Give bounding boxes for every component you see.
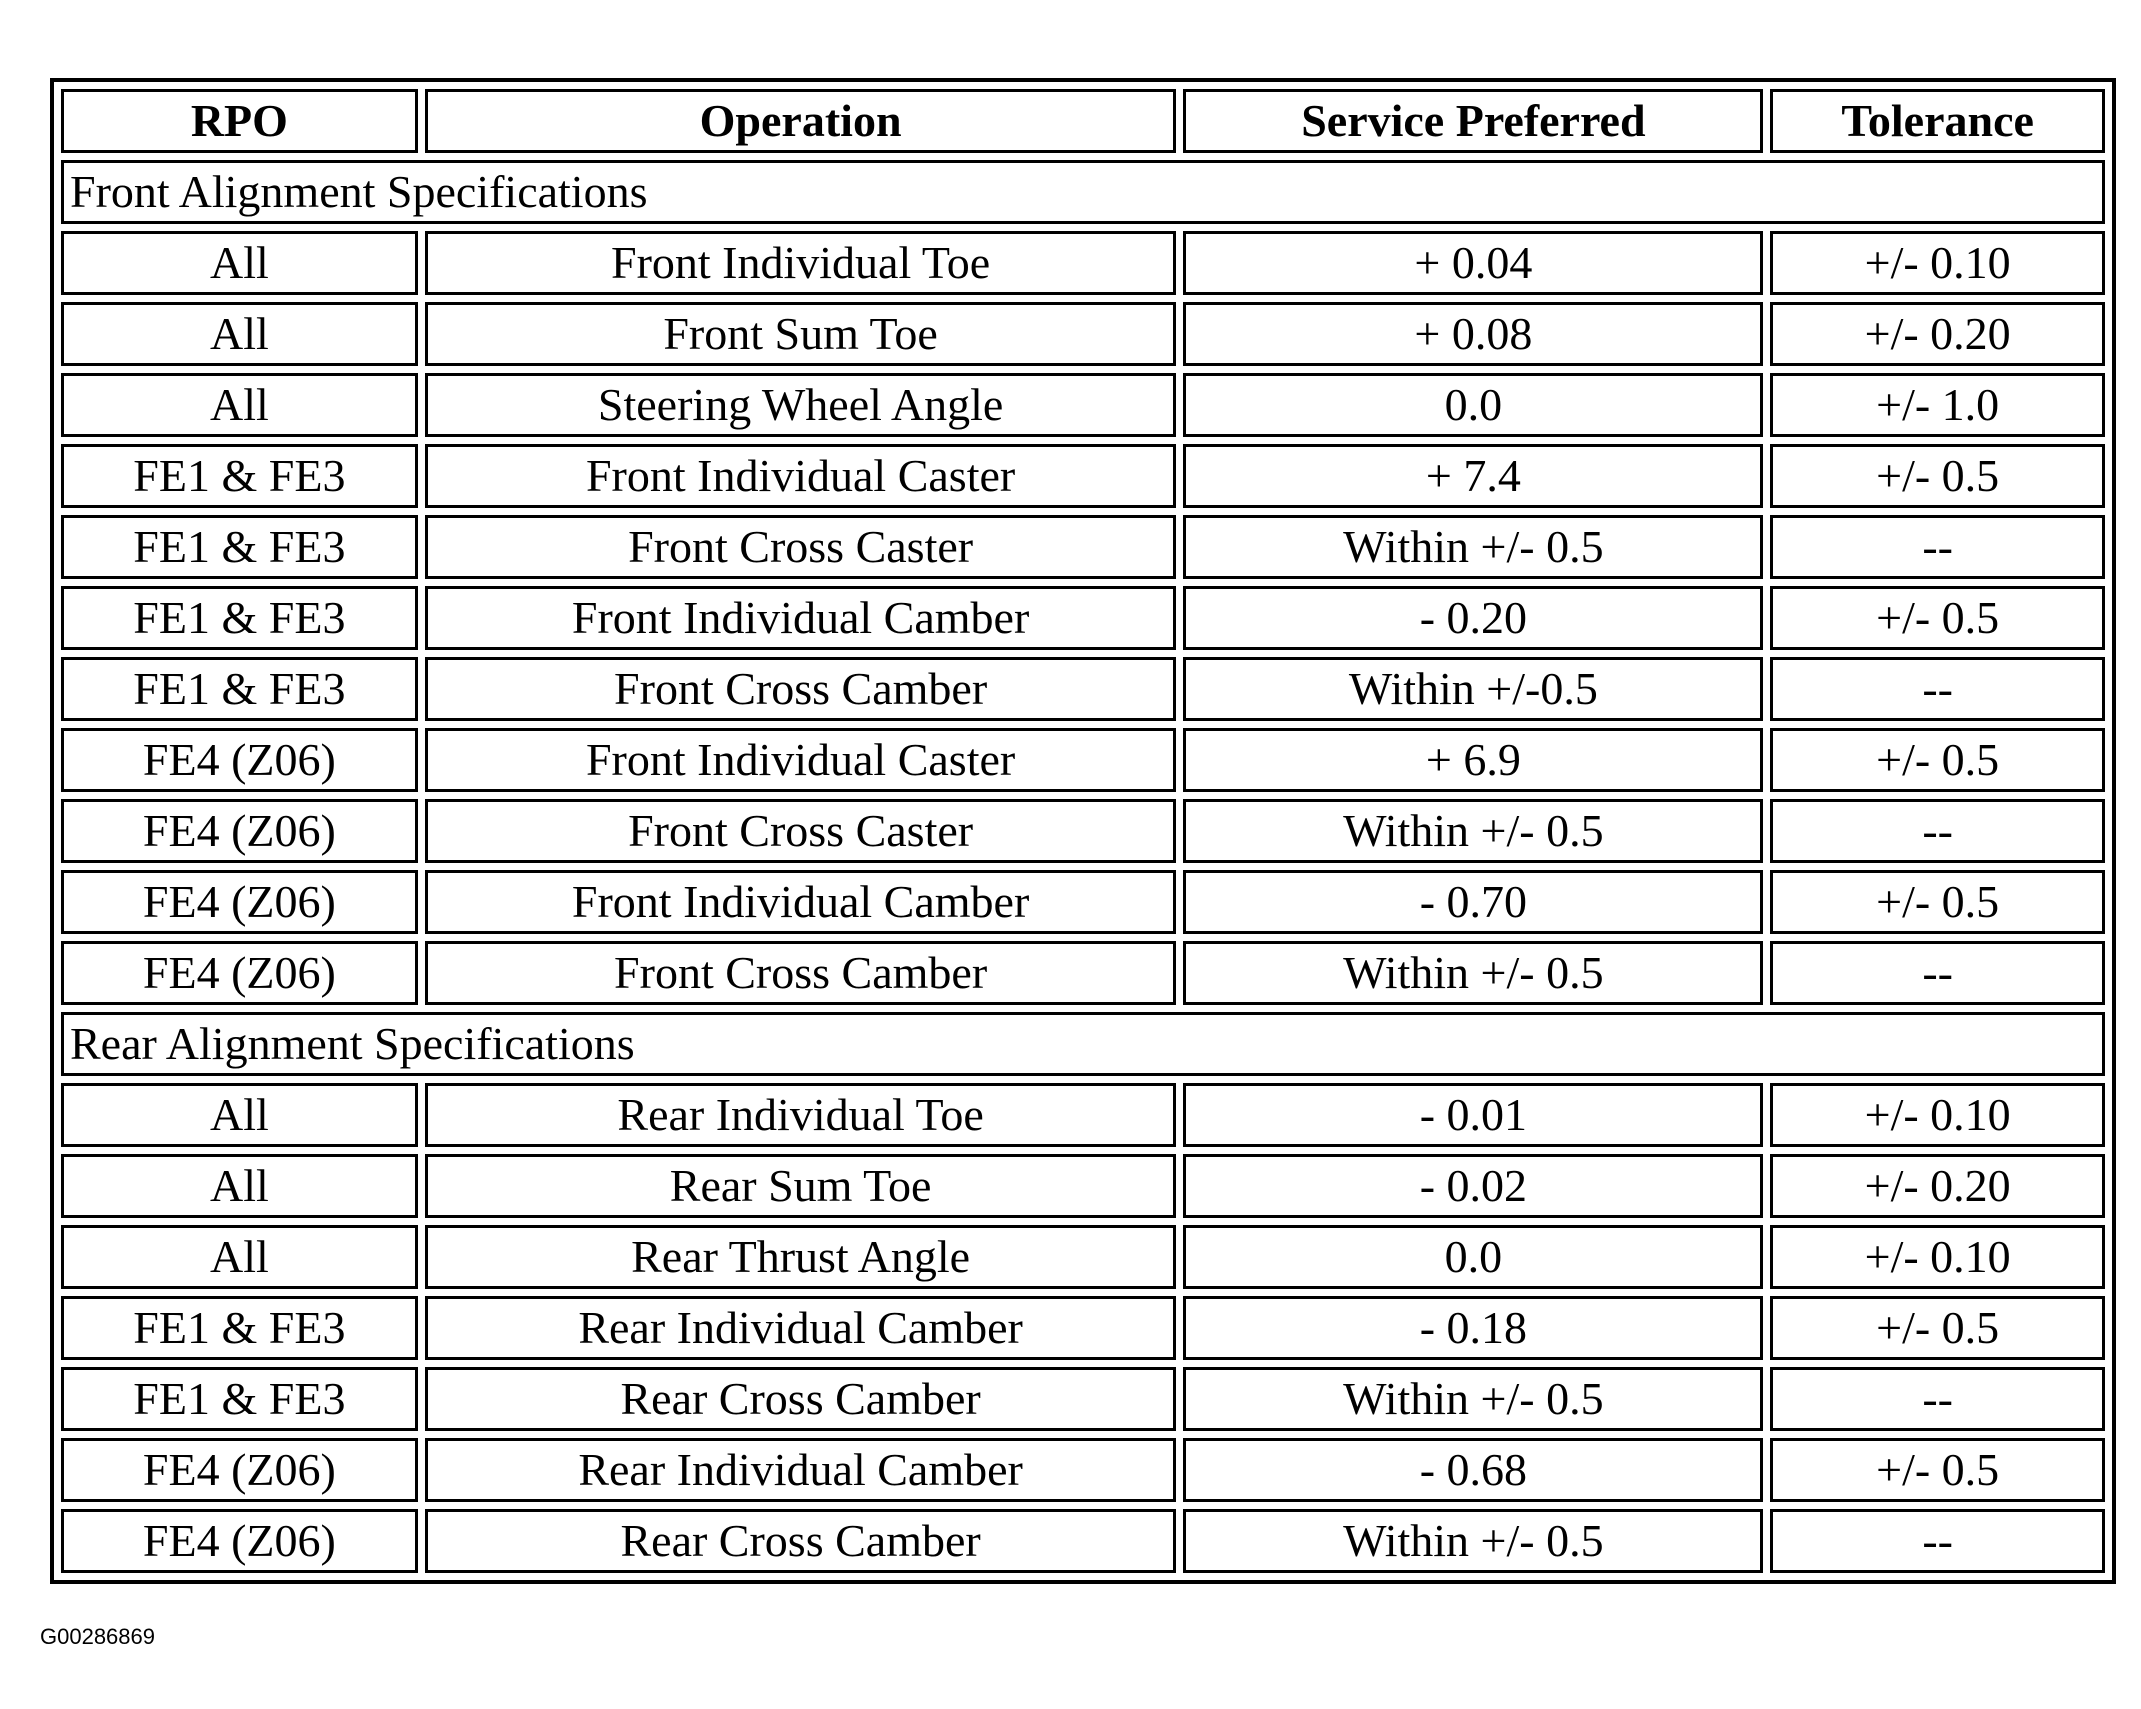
cell-tolerance: +/- 0.5: [1770, 586, 2105, 650]
cell-operation: Front Individual Toe: [425, 231, 1177, 295]
cell-service-preferred: 0.0: [1183, 1225, 1763, 1289]
cell-tolerance: --: [1770, 1509, 2105, 1573]
cell-service-preferred: Within +/- 0.5: [1183, 1367, 1763, 1431]
cell-operation: Front Cross Camber: [425, 941, 1177, 1005]
cell-service-preferred: Within +/- 0.5: [1183, 1509, 1763, 1573]
cell-service-preferred: - 0.70: [1183, 870, 1763, 934]
cell-rpo: All: [61, 302, 418, 366]
figure-id: G00286869: [40, 1624, 155, 1649]
table-row: [61, 1367, 2105, 1431]
cell-tolerance: +/- 0.20: [1770, 1154, 2105, 1218]
cell-service-preferred: 0.0: [1183, 373, 1763, 437]
cell-tolerance: +/- 0.5: [1770, 870, 2105, 934]
column-header-operation: Operation: [425, 89, 1177, 153]
cell-rpo: FE4 (Z06): [61, 1509, 418, 1573]
cell-service-preferred: Within +/-0.5: [1183, 657, 1763, 721]
section-row-rear: [61, 1012, 2105, 1076]
cell-service-preferred: Within +/- 0.5: [1183, 799, 1763, 863]
table-row: [61, 941, 2105, 1005]
table-row: [61, 515, 2105, 579]
cell-tolerance: --: [1770, 657, 2105, 721]
cell-rpo: FE1 & FE3: [61, 657, 418, 721]
alignment-spec-table: [50, 78, 2116, 1584]
column-header-rpo: RPO: [61, 89, 418, 153]
table-row: [61, 657, 2105, 721]
cell-operation: Front Sum Toe: [425, 302, 1177, 366]
cell-service-preferred: + 0.08: [1183, 302, 1763, 366]
cell-tolerance: --: [1770, 515, 2105, 579]
cell-operation: Rear Cross Camber: [425, 1509, 1177, 1573]
cell-operation: Front Individual Camber: [425, 586, 1177, 650]
table-row: [61, 302, 2105, 366]
section-label-front: Front Alignment Specifications: [61, 160, 2105, 224]
cell-service-preferred: - 0.18: [1183, 1296, 1763, 1360]
cell-rpo: FE1 & FE3: [61, 515, 418, 579]
cell-rpo: FE1 & FE3: [61, 1367, 418, 1431]
table-row: [61, 1083, 2105, 1147]
cell-service-preferred: + 0.04: [1183, 231, 1763, 295]
table-row: [61, 799, 2105, 863]
cell-rpo: FE1 & FE3: [61, 444, 418, 508]
cell-tolerance: +/- 1.0: [1770, 373, 2105, 437]
cell-tolerance: +/- 0.20: [1770, 302, 2105, 366]
cell-service-preferred: - 0.02: [1183, 1154, 1763, 1218]
section-row-front: [61, 160, 2105, 224]
cell-tolerance: +/- 0.10: [1770, 1083, 2105, 1147]
table-row: [61, 728, 2105, 792]
table-row: [61, 1154, 2105, 1218]
cell-service-preferred: Within +/- 0.5: [1183, 515, 1763, 579]
table-row: [61, 1509, 2105, 1573]
cell-tolerance: --: [1770, 941, 2105, 1005]
cell-rpo: FE4 (Z06): [61, 941, 418, 1005]
spec-table-grid: [54, 82, 2112, 1580]
cell-rpo: FE1 & FE3: [61, 1296, 418, 1360]
table-row: [61, 373, 2105, 437]
cell-tolerance: --: [1770, 1367, 2105, 1431]
cell-tolerance: +/- 0.5: [1770, 728, 2105, 792]
cell-rpo: FE4 (Z06): [61, 799, 418, 863]
table-row: [61, 1438, 2105, 1502]
cell-operation: Front Individual Camber: [425, 870, 1177, 934]
cell-tolerance: --: [1770, 799, 2105, 863]
cell-tolerance: +/- 0.10: [1770, 1225, 2105, 1289]
cell-operation: Steering Wheel Angle: [425, 373, 1177, 437]
cell-operation: Rear Individual Toe: [425, 1083, 1177, 1147]
table-row: [61, 231, 2105, 295]
cell-tolerance: +/- 0.5: [1770, 444, 2105, 508]
table-row: [61, 1296, 2105, 1360]
table-row: [61, 1225, 2105, 1289]
cell-rpo: All: [61, 1083, 418, 1147]
cell-operation: Rear Individual Camber: [425, 1296, 1177, 1360]
cell-rpo: All: [61, 373, 418, 437]
cell-operation: Rear Individual Camber: [425, 1438, 1177, 1502]
column-header-tolerance: Tolerance: [1770, 89, 2105, 153]
table-row: [61, 586, 2105, 650]
cell-rpo: FE1 & FE3: [61, 586, 418, 650]
table-header-row: [61, 89, 2105, 153]
cell-operation: Front Individual Caster: [425, 728, 1177, 792]
cell-service-preferred: - 0.68: [1183, 1438, 1763, 1502]
cell-service-preferred: + 6.9: [1183, 728, 1763, 792]
cell-rpo: FE4 (Z06): [61, 728, 418, 792]
cell-rpo: FE4 (Z06): [61, 870, 418, 934]
cell-service-preferred: - 0.01: [1183, 1083, 1763, 1147]
cell-rpo: All: [61, 231, 418, 295]
cell-service-preferred: Within +/- 0.5: [1183, 941, 1763, 1005]
cell-tolerance: +/- 0.10: [1770, 231, 2105, 295]
cell-operation: Rear Cross Camber: [425, 1367, 1177, 1431]
cell-operation: Rear Sum Toe: [425, 1154, 1177, 1218]
column-header-service-preferred: Service Preferred: [1183, 89, 1763, 153]
cell-rpo: FE4 (Z06): [61, 1438, 418, 1502]
cell-operation: Rear Thrust Angle: [425, 1225, 1177, 1289]
cell-tolerance: +/- 0.5: [1770, 1296, 2105, 1360]
table-row: [61, 870, 2105, 934]
cell-operation: Front Cross Caster: [425, 799, 1177, 863]
cell-operation: Front Cross Camber: [425, 657, 1177, 721]
cell-rpo: All: [61, 1154, 418, 1218]
cell-operation: Front Individual Caster: [425, 444, 1177, 508]
cell-service-preferred: - 0.20: [1183, 586, 1763, 650]
cell-tolerance: +/- 0.5: [1770, 1438, 2105, 1502]
table-row: [61, 444, 2105, 508]
cell-operation: Front Cross Caster: [425, 515, 1177, 579]
cell-service-preferred: + 7.4: [1183, 444, 1763, 508]
section-label-rear: Rear Alignment Specifications: [61, 1012, 2105, 1076]
cell-rpo: All: [61, 1225, 418, 1289]
